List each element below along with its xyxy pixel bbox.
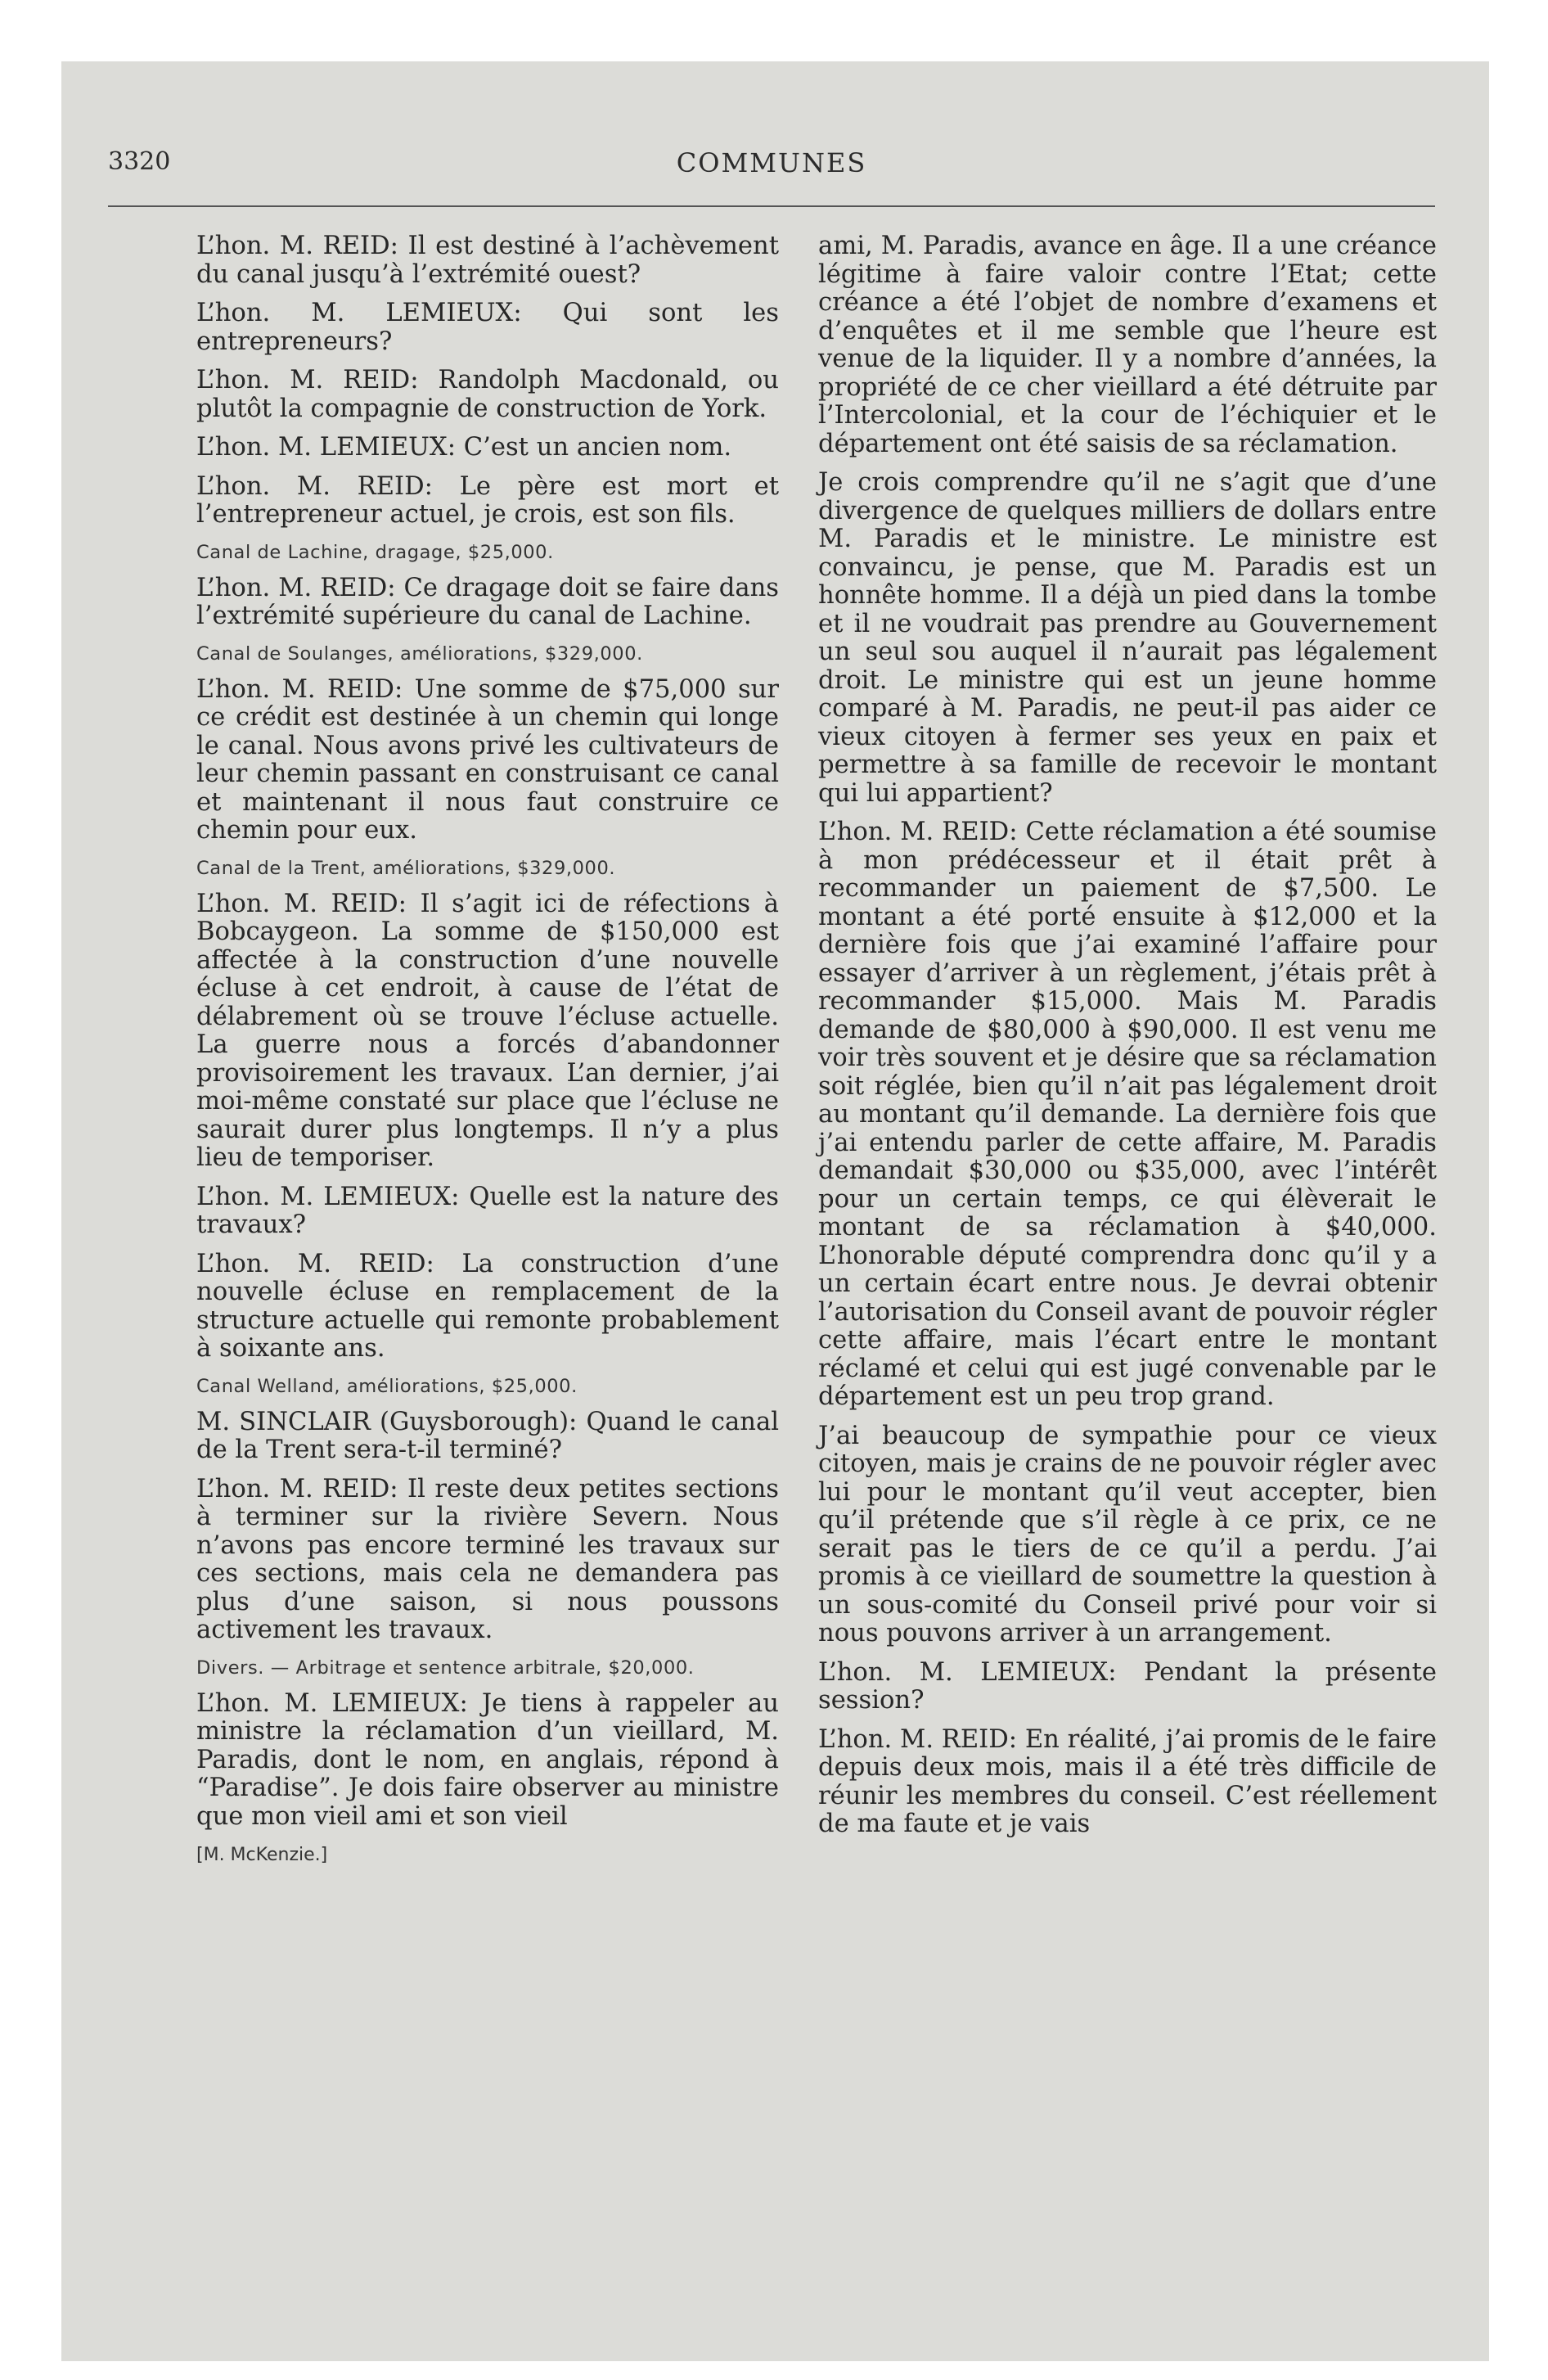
paragraph: L’hon. M. REID: Il est destiné à l’achèvement du canal jusqu’à l’extrémité ouest?: [196, 232, 779, 289]
header-rule: [108, 205, 1435, 207]
paragraph: L’hon. M. LEMIEUX: Qui sont les entrepreneurs?: [196, 299, 779, 356]
item-heading: Canal de la Trent, améliorations, $329,000.: [196, 857, 616, 879]
paragraph: L’hon. M. REID: En réalité, j’ai promis de le faire depuis deux mois, mais il a été très difficile de réunir les membres du conseil. C’est réellement de ma faute et je vais: [818, 1724, 1437, 1838]
paragraph: J’ai beaucoup de sympathie pour ce vieux citoyen, mais je crains de ne pouvoir régler avec lui pour le montant qu’il veut accepter, bien qu’il prétende que s’il règle à ce prix, ce ne serait pas le tiers de ce qu’il a perdu. J’ai promis à ce vieillard de soumettre la question à un sous-comité du Conseil privé pour voir si nous pouvons arriver à un arrangement.: [818, 1421, 1437, 1648]
paragraph: L’hon. M. REID: La construction d’une nouvelle écluse en remplacement de la structure actuelle qui remonte probablement à soixante ans.: [196, 1249, 779, 1363]
paragraph: L’hon. M. LEMIEUX: C’est un ancien nom.: [196, 433, 732, 462]
right-column: [818, 232, 1437, 1850]
item-heading: Canal Welland, améliorations, $25,000.: [196, 1375, 578, 1397]
paragraph: L’hon. M. REID: Cette réclamation a été soumise à mon prédécesseur et il était prêt à recommander un paiement de $7,500. Le montant a été porté ensuite à $12,000 et la dernière fois que j’ai examiné l’affaire pour essayer d’arriver à un règlement, j’étais prêt à recommander $15,000. Mais M. Paradis demande de $80,000 à $90,000. Il est venu me voir très souvent et je désire que sa réclamation soit réglée, bien qu’il n’ait pas légalement droit au montant qu’il demande. La dernière fois que j’ai entendu parler de cette affaire, M. Paradis demandait $30,000 ou $35,000, avec l’intérêt pour un certain temps, ce qui élèverait le montant de sa réclamation à $40,000. L’honorable député comprendra donc qu’il y a un certain écart entre nous. Je devrai obtenir l’autorisation du Conseil avant de pouvoir régler cette affaire, mais l’écart entre le montant réclamé et celui qui est jugé convenable par le département est un peu trop grand.: [818, 818, 1437, 1411]
paragraph: L’hon. M. REID: Il reste deux petites sections à terminer sur la rivière Severn. Nous n’avons pas encore terminé les travaux sur ces sections, mais cela ne demandera pas plus d’une saison, si nous poussons activement les travaux.: [196, 1474, 779, 1644]
paragraph: L’hon. M. LEMIEUX: Pendant la présente session?: [818, 1657, 1437, 1715]
running-head: COMMUNES: [676, 147, 867, 178]
paragraph: L’hon. M. REID: Ce dragage doit se faire dans l’extrémité supérieure du canal de Lachine.: [196, 573, 779, 630]
paragraph: L’hon. M. REID: Le père est mort et l’entrepreneur actuel, je crois, est son fils.: [196, 471, 779, 529]
item-heading: Divers. — Arbitrage et sentence arbitrale, $20,000.: [196, 1657, 695, 1679]
item-heading: Canal de Soulanges, améliorations, $329,000.: [196, 642, 643, 665]
paragraph: Je crois comprendre qu’il ne s’agit que d’une divergence de quelques milliers de dollars entre M. Paradis et le ministre. Le ministre est convaincu, je pense, que M. Paradis est un honnête homme. Il a déjà un pied dans la tombe et il ne voudrait pas prendre au Gouvernement un seul sou auquel il n’aurait pas légalement droit. Le ministre qui est un jeune homme comparé à M. Paradis, ne peut-il pas aider ce vieux citoyen à fermer ses yeux en paix et permettre à sa famille de recevoir le montant qui lui appartient?: [818, 468, 1437, 808]
paragraph: L’hon. M. LEMIEUX: Quelle est la nature des travaux?: [196, 1182, 779, 1239]
paragraph: L’hon. M. REID: Randolph Macdonald, ou plutôt la compagnie de construction de York.: [196, 366, 779, 423]
page-header: [108, 147, 1435, 190]
left-column: [196, 232, 779, 1870]
paragraph: L’hon. M. REID: Il s’agit ici de réfections à Bobcaygeon. La somme de $150,000 est affectée à la construction d’une nouvelle écluse à cet endroit, à cause de l’état de délabrement où se trouve l’écluse actuelle. La guerre nous a forcés d’abandonner provisoirement les travaux. L’an dernier, j’ai moi-même constaté sur place que l’écluse ne saurait durer plus longtemps. Il n’y a plus lieu de temporiser.: [196, 889, 779, 1172]
paragraph: M. SINCLAIR (Guysborough): Quand le canal de la Trent sera-t-il terminé?: [196, 1407, 779, 1464]
page-number: 3320: [108, 147, 171, 176]
paragraph: ami, M. Paradis, avance en âge. Il a une créance légitime à faire valoir contre l’Etat; cette créance a été l’objet de nombre d’examens et d’enquêtes et il me semble que l’heure est venue de la liquider. Il y a nombre d’années, la propriété de ce cher vieillard a été détruite par l’Intercolonial, et la cour de l’échiquier et le département ont été saisis de sa réclamation.: [818, 232, 1437, 458]
speaker-signature: [M. McKenzie.]: [196, 1845, 328, 1865]
item-heading: Canal de Lachine, dragage, $25,000.: [196, 541, 554, 563]
paragraph: L’hon. M. LEMIEUX: Je tiens à rappeler au ministre la réclamation d’un vieillard, M. Paradis, dont le nom, en anglais, répond à “Paradise”. Je dois faire observer au ministre que mon vieil ami et son vieil: [196, 1688, 779, 1831]
paragraph: L’hon. M. REID: Une somme de $75,000 sur ce crédit est destinée à un chemin qui longe le canal. Nous avons privé les cultivateurs de leur chemin passant en construisant ce canal et maintenant il nous faut construire ce chemin pour eux.: [196, 674, 779, 845]
